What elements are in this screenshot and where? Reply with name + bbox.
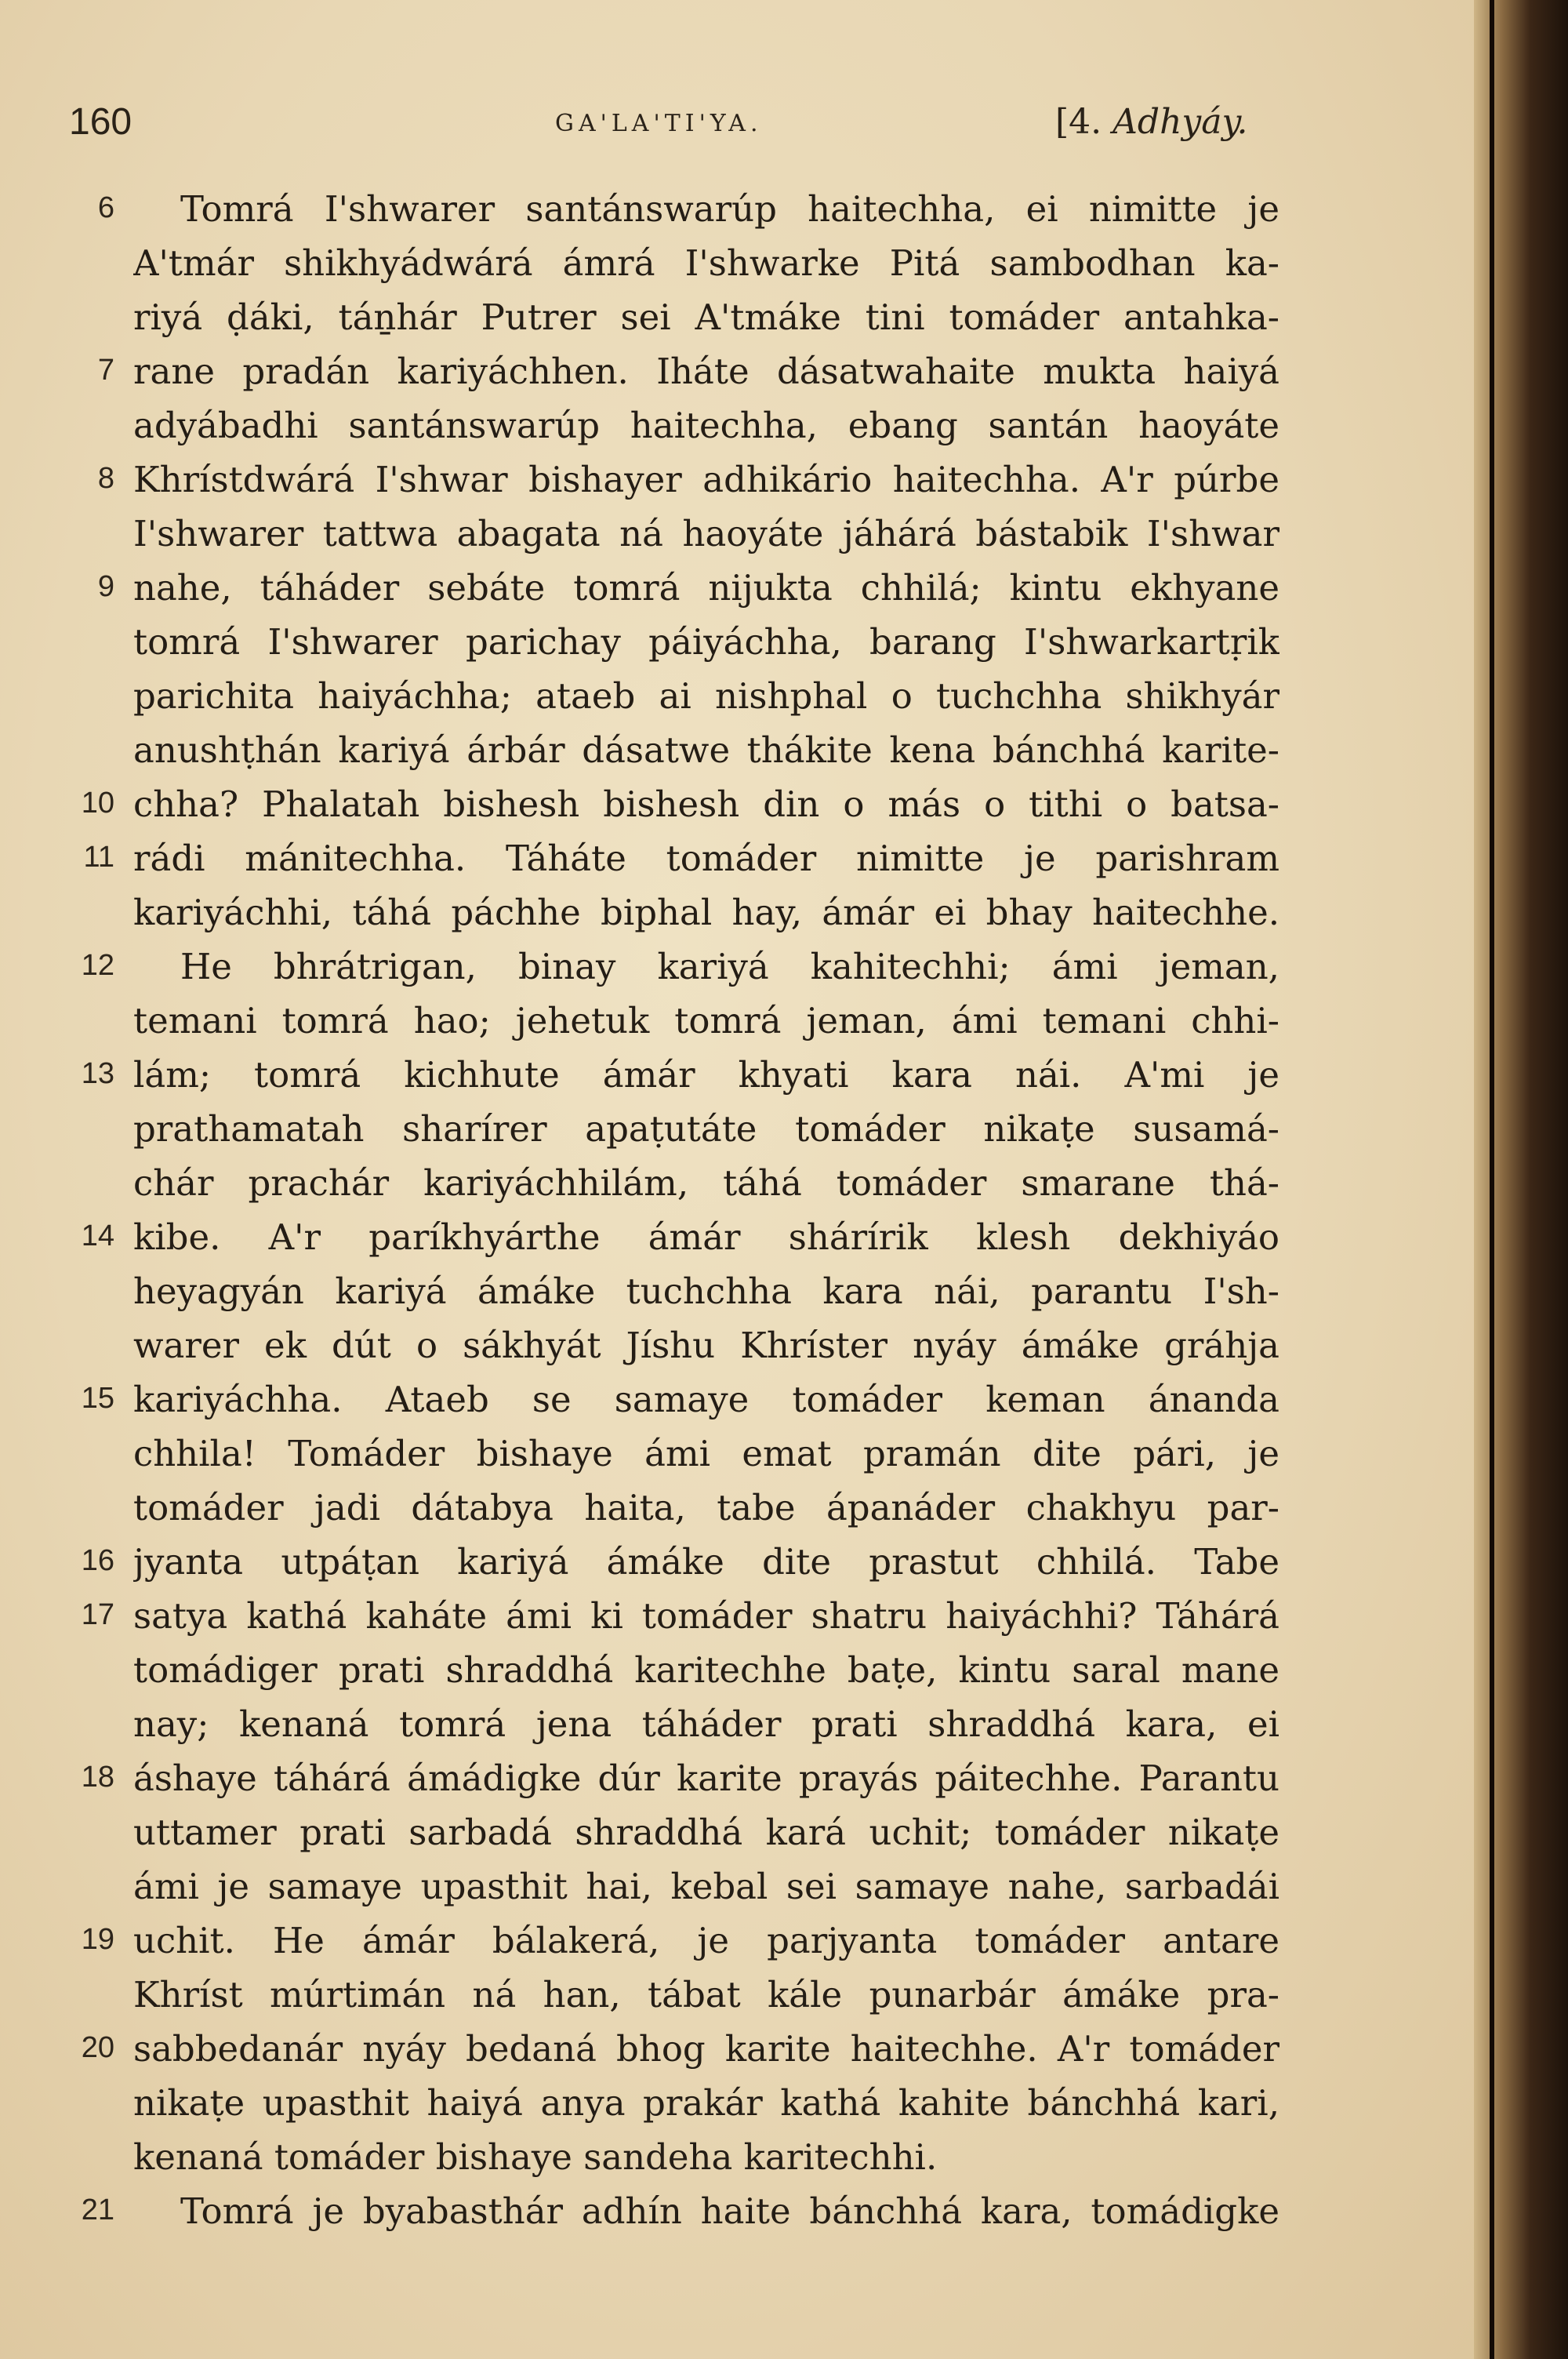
- line-text: Tomrá je byabasthár adhín haite bánchhá kara, tomádigke: [180, 2190, 1279, 2232]
- verse-number: 7: [97, 354, 114, 387]
- line-text: chha? Phalatah bishesh bishesh din o más o tithi o batsa-: [133, 783, 1279, 825]
- text-line: [0, 1754, 1333, 1808]
- line-text: anushṭhán kariyá árbár dásatwe thákite kena bánchhá karite-: [133, 729, 1279, 771]
- line-text: nay; kenaná tomrá jena táháder prati shraddhá kara, ei: [133, 1703, 1279, 1745]
- line-text: heyagyán kariyá ámáke tuchchha kara nái, parantu I'sh-: [133, 1270, 1279, 1312]
- line-text: A'tmár shikhyádwárá ámrá I'shwarke Pitá sambodhan ka-: [133, 242, 1279, 284]
- verse-number: 6: [97, 191, 114, 224]
- line-text: adyábadhi santánswarúp haitechha, ebang santán haoyáte: [133, 405, 1279, 446]
- line-text: temani tomrá hao; jehetuk tomrá jeman, ámi temani chhi-: [133, 1000, 1279, 1041]
- line-text: jyanta utpáṭan kariyá ámáke dite prastut chhilá. Tabe: [133, 1541, 1279, 1583]
- line-text: rádi mánitechha. Táháte tomáder nimitte je parishram: [133, 838, 1279, 879]
- verse-number: 14: [81, 1219, 114, 1252]
- verse-number: 8: [97, 462, 114, 495]
- text-line: [0, 1159, 1333, 1213]
- text-line: [0, 1484, 1333, 1538]
- text-line: [0, 943, 1333, 997]
- verse-number: 9: [97, 570, 114, 603]
- line-text: parichita haiyáchha; ataeb ai nishphal o tuchchha shikhyár: [133, 675, 1279, 717]
- line-text: rane pradán kariyáchhen. Iháte dásatwahaite mukta haiyá: [133, 351, 1279, 392]
- line-text: kariyáchha. Ataeb se samaye tomáder keman ánanda: [133, 1379, 1279, 1420]
- page-edge: [1490, 0, 1494, 2359]
- chapter-word: Adhyáy.: [1112, 102, 1248, 142]
- text-line: [0, 347, 1333, 402]
- line-text: chhila! Tomáder bishaye ámi emat pramán dite pári, je: [133, 1433, 1279, 1474]
- running-title: GA'LA'TI'YA.: [555, 110, 763, 137]
- text-line: [0, 1213, 1333, 1267]
- chapter-bracket: [4.: [1055, 102, 1102, 142]
- verse-number: 13: [81, 1057, 114, 1090]
- line-text: ámi je samaye upasthit hai, kebal sei samaye nahe, sarbadái: [133, 1866, 1279, 1907]
- line-text: áshaye táhárá ámádigke dúr karite prayás páitechhe. Parantu: [133, 1757, 1279, 1799]
- text-line: [0, 239, 1333, 293]
- text-line: [0, 1430, 1333, 1484]
- line-text: satya kathá kaháte ámi ki tomáder shatru haiyáchhi? Táhárá: [133, 1595, 1279, 1637]
- book-gutter: [1474, 0, 1568, 2359]
- text-line: [0, 510, 1333, 564]
- text-line: [0, 2025, 1333, 2079]
- chapter-label: [1055, 102, 1248, 142]
- text-line: [0, 2187, 1333, 2241]
- line-text: kenaná tomáder bishaye sandeha karitechhi.: [133, 2136, 938, 2178]
- line-text: Tomrá I'shwarer santánswarúp haitechha, ei nimitte je: [180, 188, 1279, 230]
- line-text: kibe. A'r paríkhyárthe ámár shárírik klesh dekhiyáo: [133, 1216, 1279, 1258]
- page-header: [69, 100, 1292, 163]
- line-text: sabbedanár nyáy bedaná bhog karite haitechhe. A'r tomáder: [133, 2028, 1279, 2070]
- text-line: [0, 2133, 1333, 2187]
- verse-number: 16: [81, 1544, 114, 1577]
- text-line: [0, 1971, 1333, 2025]
- text-line: [0, 1267, 1333, 1321]
- verse-number: 11: [83, 841, 114, 874]
- verse-number: 20: [81, 2031, 114, 2064]
- line-text: I'shwarer tattwa abagata ná haoyáte jáhárá bástabik I'shwar: [133, 513, 1279, 554]
- line-text: tomrá I'shwarer parichay páiyáchha, barang I'shwarkartṛik: [133, 621, 1279, 663]
- line-text: kariyáchhi, táhá páchhe biphal hay, ámár ei bhay haitechhe.: [133, 892, 1279, 933]
- text-line: [0, 1376, 1333, 1430]
- text-line: [0, 1051, 1333, 1105]
- text-line: [0, 402, 1333, 456]
- text-line: [0, 2079, 1333, 2133]
- line-text: uttamer prati sarbadá shraddhá kará uchit; tomáder nikaṭe: [133, 1812, 1279, 1853]
- text-line: [0, 997, 1333, 1051]
- text-line: [0, 1321, 1333, 1376]
- line-text: chár prachár kariyáchhilám, táhá tomáder smarane thá-: [133, 1162, 1279, 1204]
- line-text: Khríst múrtimán ná han, tábat kále punarbár ámáke pra-: [133, 1974, 1279, 2016]
- text-line: [0, 1917, 1333, 1971]
- text-line: [0, 1808, 1333, 1863]
- line-text: lám; tomrá kichhute ámár khyati kara nái. A'mi je: [133, 1054, 1279, 1096]
- line-text: Khrístdwárá I'shwar bishayer adhikário haitechha. A'r púrbe: [133, 459, 1279, 500]
- line-text: nikaṭe upasthit haiyá anya prakár kathá kahite bánchhá kari,: [133, 2082, 1279, 2124]
- page-number: 160: [69, 101, 132, 143]
- line-text: uchit. He ámár bálakerá, je parjyanta tomáder antare: [133, 1920, 1279, 1961]
- text-line: [0, 1105, 1333, 1159]
- text-line: [0, 185, 1333, 239]
- text-line: [0, 780, 1333, 834]
- text-line: [0, 564, 1333, 618]
- verse-number: 21: [81, 2194, 114, 2226]
- verse-number: 12: [81, 949, 114, 982]
- line-text: tomádiger prati shraddhá karitechhe baṭe, kintu saral mane: [133, 1649, 1279, 1691]
- line-text: nahe, táháder sebáte tomrá nijukta chhilá; kintu ekhyane: [133, 567, 1279, 609]
- verse-number: 19: [81, 1923, 114, 1956]
- text-line: [0, 1538, 1333, 1592]
- text-line: [0, 1592, 1333, 1646]
- line-text: tomáder jadi dátabya haita, tabe ápanáder chakhyu par-: [133, 1487, 1279, 1528]
- verse-number: 15: [81, 1382, 114, 1415]
- text-line: [0, 1863, 1333, 1917]
- line-text: He bhrátrigan, binay kariyá kahitechhi; ámi jeman,: [180, 946, 1279, 987]
- line-text: prathamatah sharírer apaṭutáte tomáder nikaṭe susamá-: [133, 1108, 1279, 1150]
- text-line: [0, 1700, 1333, 1754]
- line-text: riyá ḍáki, táṉhár Putrer sei A'tmáke tini tomáder antahka-: [133, 296, 1279, 338]
- text-line: [0, 293, 1333, 347]
- line-text: warer ek dút o sákhyát Jíshu Khríster nyáy ámáke gráhja: [133, 1325, 1279, 1366]
- text-line: [0, 456, 1333, 510]
- text-line: [0, 672, 1333, 726]
- text-line: [0, 834, 1333, 889]
- text-line: [0, 889, 1333, 943]
- text-line: [0, 618, 1333, 672]
- text-line: [0, 1646, 1333, 1700]
- text-line: [0, 726, 1333, 780]
- body-text: [0, 185, 1333, 2241]
- verse-number: 18: [81, 1761, 114, 1794]
- verse-number: 10: [81, 787, 114, 820]
- verse-number: 17: [81, 1598, 114, 1631]
